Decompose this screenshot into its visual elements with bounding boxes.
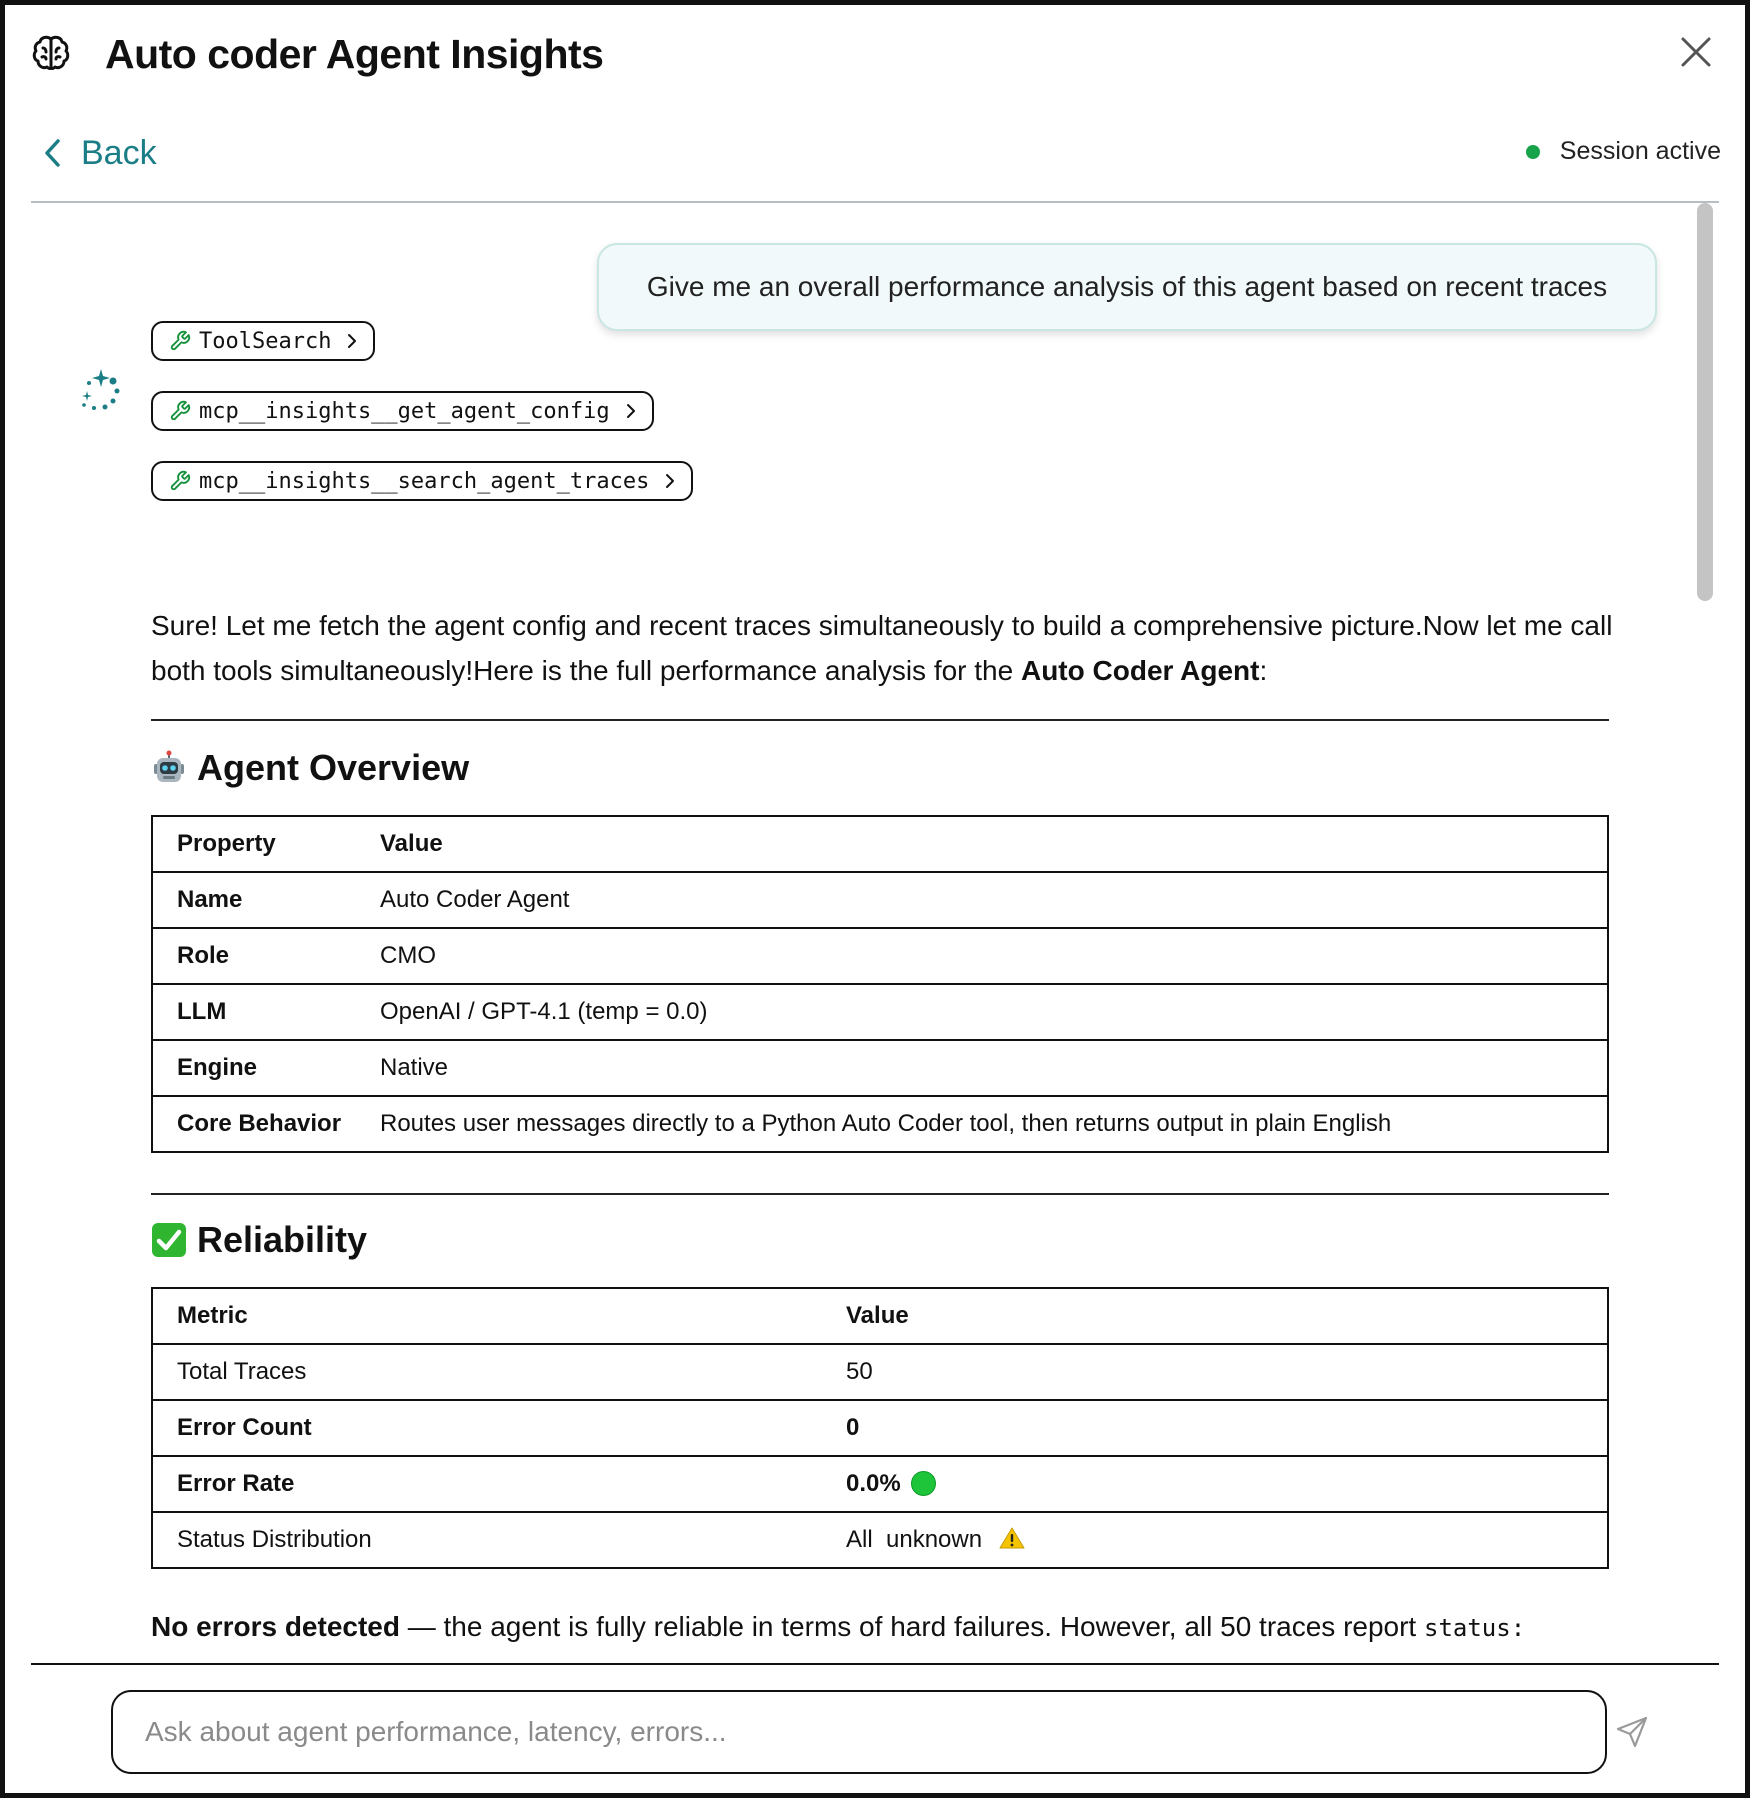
back-label: Back <box>81 133 157 172</box>
overview-table <box>151 815 1609 1153</box>
tool-call-label: ToolSearch <box>199 328 332 354</box>
property-cell: Core Behavior <box>152 1096 356 1152</box>
summary-bold-text: No errors detected <box>151 1611 400 1642</box>
tool-call-chip[interactable] <box>151 391 654 431</box>
assistant-message <box>151 603 1631 693</box>
table-row <box>152 984 1608 1040</box>
value-cell <box>822 1512 1608 1568</box>
reliability-summary <box>151 1607 1651 1648</box>
footer-divider <box>31 1663 1719 1665</box>
back-button[interactable] <box>41 133 157 173</box>
assistant-sparkle-icon <box>75 367 125 417</box>
table-row <box>152 1096 1608 1152</box>
summary-code: status: <box>1424 1614 1526 1642</box>
value-cell: CMO <box>356 928 1608 984</box>
property-cell: Role <box>152 928 356 984</box>
assistant-intro-suffix: : <box>1259 655 1268 686</box>
metric-cell: Total Traces <box>152 1344 822 1400</box>
column-header: Value <box>846 1302 909 1329</box>
close-icon[interactable] <box>1679 35 1713 69</box>
panel-header <box>27 25 1723 85</box>
user-message-text: Give me an overall performance analysis of this agent based on recent traces <box>646 271 1608 302</box>
section-divider <box>151 1193 1609 1195</box>
tool-call-chip[interactable] <box>151 321 375 361</box>
reliability-heading <box>151 1219 367 1261</box>
check-mark-icon <box>151 1222 187 1258</box>
reliability-heading-text: Reliability <box>197 1219 368 1260</box>
panel-title: Auto coder Agent Insights <box>105 31 604 77</box>
table-row <box>152 928 1608 984</box>
chat-input[interactable] <box>111 1690 1607 1774</box>
table-row <box>152 1512 1608 1568</box>
summary-text: — the agent is fully reliable in terms of hard failures. However, all 50 traces report <box>399 1611 1424 1642</box>
value-cell <box>822 1456 1608 1512</box>
brain-icon <box>31 33 71 73</box>
column-header: Metric <box>177 1302 248 1329</box>
value-cell: Auto Coder Agent <box>356 872 1608 928</box>
metric-cell: Error Count <box>152 1400 822 1456</box>
tool-call-label: mcp__insights__get_agent_config <box>199 398 610 424</box>
robot-icon <box>151 750 187 786</box>
table-row <box>152 872 1608 928</box>
column-header: Property <box>177 830 276 857</box>
overview-heading <box>151 747 469 789</box>
table-row <box>152 1456 1608 1512</box>
session-status-dot <box>1526 145 1540 159</box>
value-cell: Native <box>356 1040 1608 1096</box>
assistant-intro-text: Sure! Let me fetch the agent config and recent traces simultaneously to build a comprehensive picture.Now let me call both tools simultaneously!Here is the full performance analysis for the <box>151 610 1613 686</box>
table-row <box>152 1040 1608 1096</box>
column-header: Value <box>380 830 443 857</box>
send-icon[interactable] <box>1615 1715 1649 1749</box>
session-status-label: Session active <box>1559 137 1721 165</box>
property-cell: Name <box>152 872 356 928</box>
property-cell: LLM <box>152 984 356 1040</box>
overview-heading-text: Agent Overview <box>197 747 470 788</box>
tool-call-chip[interactable] <box>151 461 693 501</box>
value-cell: 0 <box>822 1400 1608 1456</box>
user-message-bubble <box>597 243 1657 331</box>
property-cell: Engine <box>152 1040 356 1096</box>
status-distribution-value: All unknown <box>846 1526 983 1553</box>
green-circle-icon <box>911 1471 936 1496</box>
assistant-intro-agent-name: Auto Coder Agent <box>1020 655 1260 686</box>
chevron-right-icon <box>345 332 359 350</box>
table-row <box>152 1344 1608 1400</box>
error-rate-value: 0.0% <box>846 1470 901 1497</box>
value-cell: 50 <box>822 1344 1608 1400</box>
value-cell: OpenAI / GPT-4.1 (temp = 0.0) <box>356 984 1608 1040</box>
wrench-icon <box>169 400 191 422</box>
wrench-icon <box>169 470 191 492</box>
metric-cell: Status Distribution <box>152 1512 822 1568</box>
chat-scroll-area[interactable] <box>31 203 1719 1663</box>
reliability-table <box>151 1287 1609 1569</box>
chevron-left-icon <box>41 136 65 170</box>
warning-icon <box>999 1526 1025 1550</box>
table-row <box>152 1400 1608 1456</box>
value-cell: Routes user messages directly to a Python Auto Coder tool, then returns output in plain English <box>356 1096 1608 1152</box>
table-header-row <box>152 1288 1608 1344</box>
chevron-right-icon <box>663 472 677 490</box>
wrench-icon <box>169 330 191 352</box>
session-status <box>1526 137 1721 166</box>
chevron-right-icon <box>624 402 638 420</box>
metric-cell: Error Rate <box>152 1456 822 1512</box>
section-divider <box>151 719 1609 721</box>
tool-call-label: mcp__insights__search_agent_traces <box>199 468 650 494</box>
table-header-row <box>152 816 1608 872</box>
scrollbar[interactable] <box>1697 203 1717 1663</box>
scrollbar-thumb[interactable] <box>1697 203 1713 601</box>
